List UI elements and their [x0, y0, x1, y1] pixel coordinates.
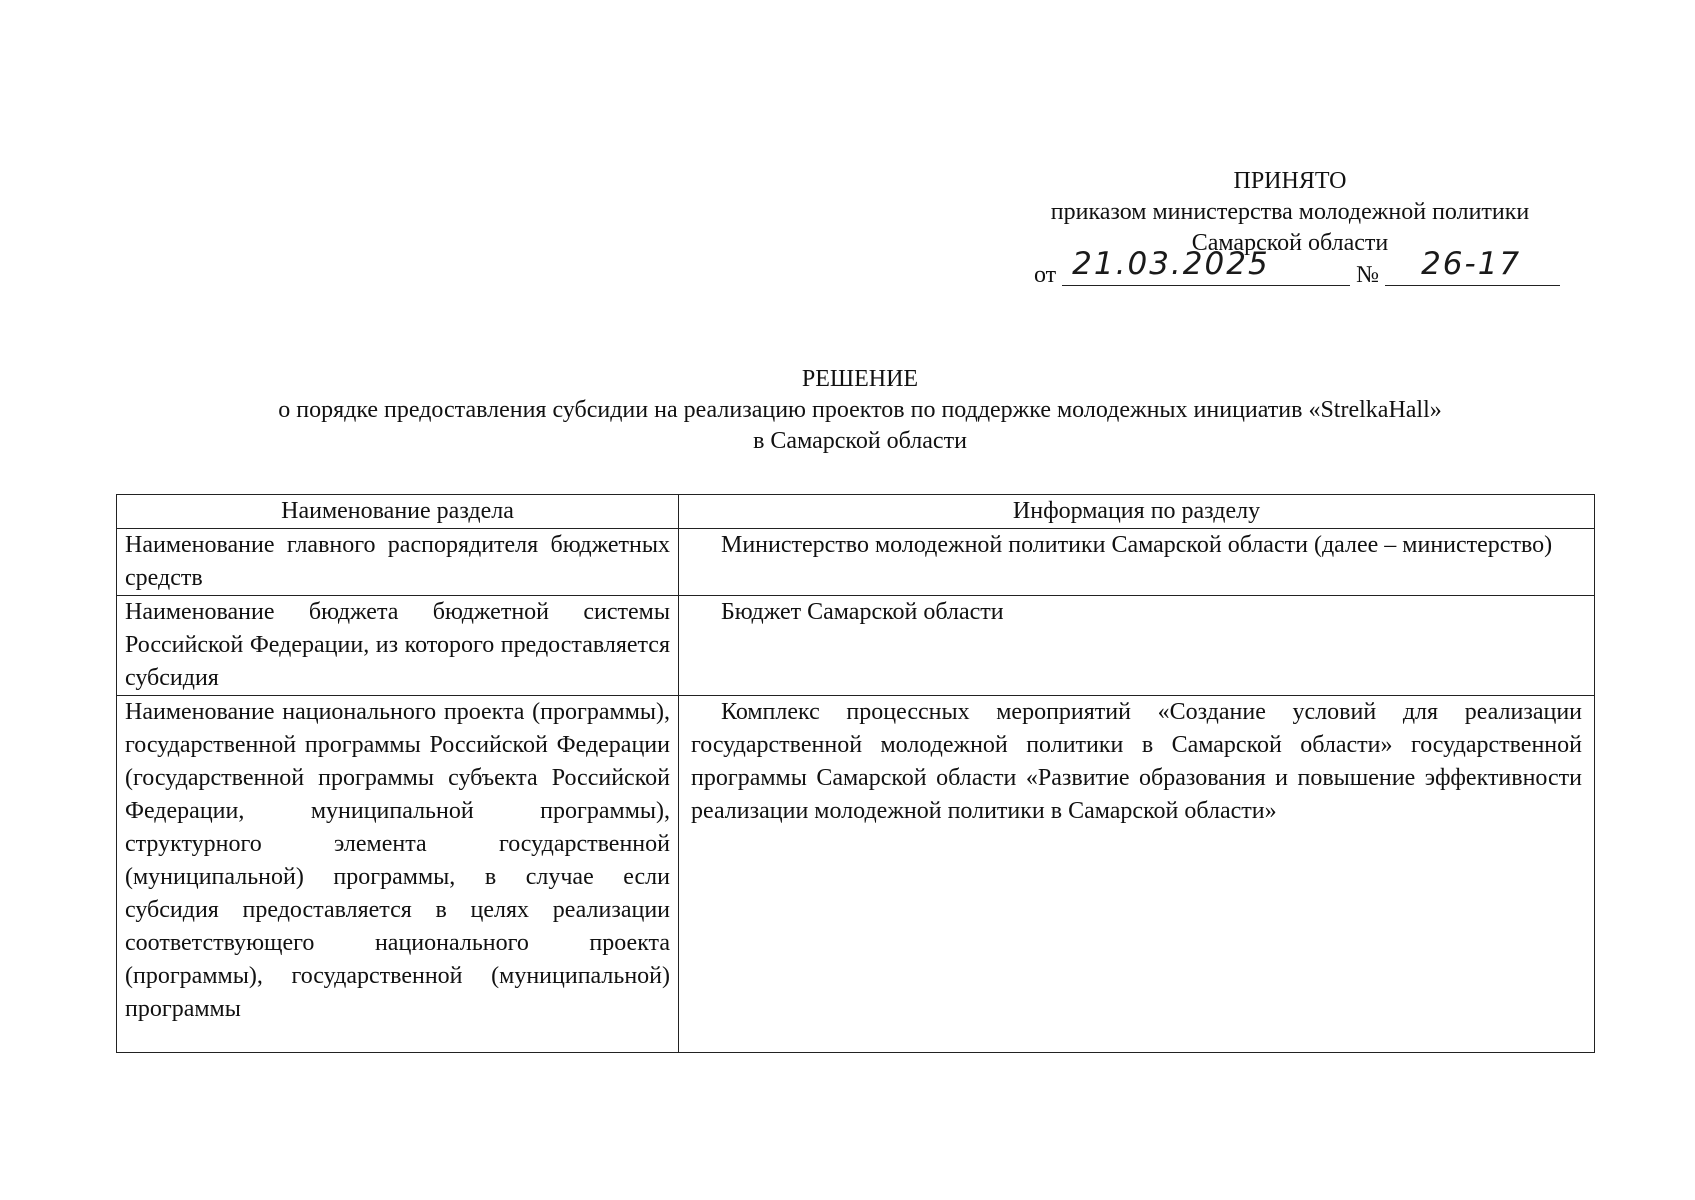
approval-stamp-block — [960, 166, 1620, 291]
section-name-cell: Наименование бюджета бюджетной системы Российской Федерации, из которого предоставляется субсидия — [117, 596, 679, 696]
handwritten-date: 21.03.2025 — [1072, 246, 1270, 282]
approval-date-number-line — [1034, 246, 1620, 291]
table-row — [117, 696, 1595, 1053]
section-info-cell: Министерство молодежной политики Самарской области (далее – министерство) — [679, 529, 1595, 596]
column-header-section: Наименование раздела — [117, 495, 679, 529]
document-subtitle-line-2: в Самарской области — [753, 428, 967, 454]
number-fill-line — [1385, 246, 1560, 286]
section-name-cell: Наименование национального проекта (программы), государственной программы Российской Федерации (государственной программы субъекта Российской Федерации, муниципальной программы), структурного элемента государственной (муниципальной) программы, в случае если субсидия предоставляется в целях реализации соответствующего национального проекта (программы), государственной (муниципальной) программы — [117, 696, 679, 1053]
column-header-info: Информация по разделу — [679, 495, 1595, 529]
approval-order-line: приказом министерства молодежной политики — [1050, 199, 1530, 225]
table-header-row — [117, 495, 1595, 529]
document-subtitle-line-1: о порядке предоставления субсидии на реализацию проектов по поддержке молодежных инициатив «StrelkaHall» — [278, 397, 1442, 423]
table-row — [117, 529, 1595, 596]
table-row — [117, 596, 1595, 696]
approval-region-line: Самарской области — [1191, 230, 1389, 256]
date-prefix: от — [1034, 262, 1057, 288]
approval-heading: ПРИНЯТО — [1233, 168, 1347, 194]
section-info-cell: Комплекс процессных мероприятий «Создание условий для реализации государственной молодежной политики в Самарской области» государственной программы Самарской области «Развитие образования и повышение эффективности реализации молодежной политики в Самарской области» — [679, 696, 1595, 1053]
document-title-block — [120, 364, 1600, 457]
document-title: РЕШЕНИЕ — [801, 366, 919, 392]
section-info-cell: Бюджет Самарской области — [679, 596, 1595, 696]
date-fill-line — [1062, 246, 1350, 286]
number-prefix: № — [1356, 262, 1380, 288]
section-name-cell: Наименование главного распорядителя бюджетных средств — [117, 529, 679, 596]
sections-table — [116, 494, 1595, 1053]
handwritten-number: 26-17 — [1421, 246, 1522, 282]
